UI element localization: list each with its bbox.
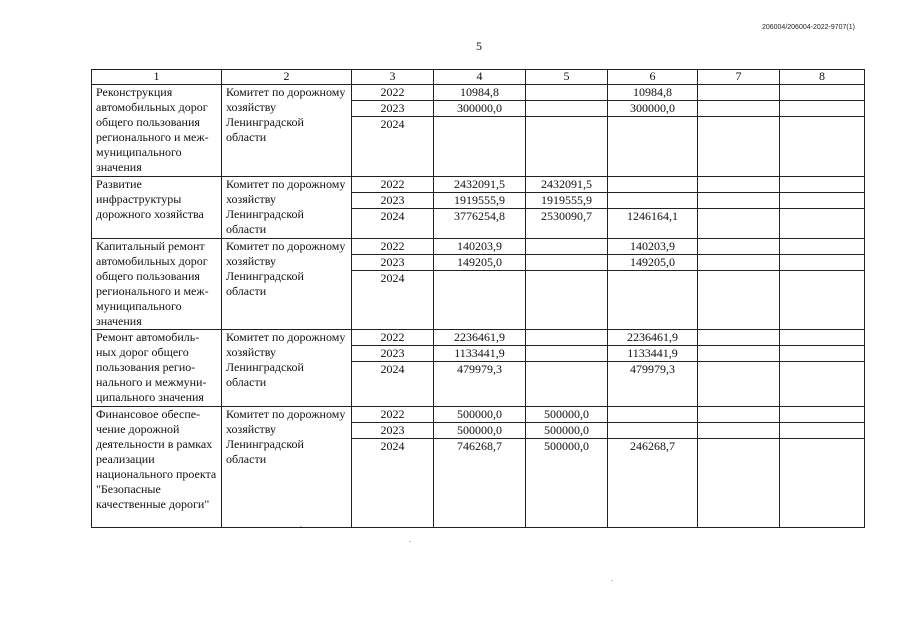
executor-cell: Комитет по дорожному хозяйству Ленинградской области xyxy=(222,177,352,239)
year-cell: 2023 xyxy=(352,193,434,209)
activity-name-cell: Капитальный ремонт автомобильных дорог общего пользования регионального и меж- муниципального значения xyxy=(92,239,222,330)
total-cell: 10984,8 xyxy=(434,85,526,101)
year-cell: 2023 xyxy=(352,423,434,439)
other-cell xyxy=(780,177,865,193)
other-cell xyxy=(780,439,865,528)
column-header: 2 xyxy=(222,70,352,85)
column-header: 8 xyxy=(780,70,865,85)
regional-cell: 1246164,1 xyxy=(608,209,698,239)
page-number: 5 xyxy=(476,39,482,53)
other-cell xyxy=(780,85,865,101)
table-row xyxy=(92,177,865,193)
other-cell xyxy=(780,255,865,271)
year-cell: 2022 xyxy=(352,177,434,193)
total-cell: 2432091,5 xyxy=(434,177,526,193)
document-id: 206004/206004-2022-9707(1) xyxy=(761,24,855,31)
year-cell: 2022 xyxy=(352,330,434,346)
other-cell xyxy=(780,193,865,209)
activity-name-cell: Ремонт автомобиль- ных дорог общего пользования регио- нального и межмуни- ципального значения xyxy=(92,330,222,407)
federal-cell xyxy=(526,330,608,346)
executor-cell: Комитет по дорожному хозяйству Ленинградской области xyxy=(222,407,352,528)
federal-cell: 1919555,9 xyxy=(526,193,608,209)
other-cell xyxy=(780,209,865,239)
regional-cell: 149205,0 xyxy=(608,255,698,271)
activity-name-cell: Реконструкция автомобильных дорог общего пользования регионального и меж- муниципального значения xyxy=(92,85,222,177)
local-cell xyxy=(698,239,780,255)
federal-cell: 500000,0 xyxy=(526,439,608,528)
other-cell xyxy=(780,330,865,346)
year-cell: 2024 xyxy=(352,271,434,330)
federal-cell xyxy=(526,255,608,271)
regional-cell xyxy=(608,177,698,193)
total-cell: 479979,3 xyxy=(434,362,526,407)
executor-cell: Комитет по дорожному хозяйству Ленинградской области xyxy=(222,85,352,177)
table-row xyxy=(92,239,865,255)
other-cell xyxy=(780,423,865,439)
regional-cell: 246268,7 xyxy=(608,439,698,528)
local-cell xyxy=(698,101,780,117)
regional-cell: 140203,9 xyxy=(608,239,698,255)
column-header: 7 xyxy=(698,70,780,85)
local-cell xyxy=(698,85,780,101)
year-cell: 2023 xyxy=(352,255,434,271)
total-cell xyxy=(434,117,526,177)
total-cell: 140203,9 xyxy=(434,239,526,255)
regional-cell: 300000,0 xyxy=(608,101,698,117)
table-header-row xyxy=(92,70,865,85)
local-cell xyxy=(698,423,780,439)
federal-cell: 500000,0 xyxy=(526,423,608,439)
regional-cell xyxy=(608,193,698,209)
regional-cell: 1133441,9 xyxy=(608,346,698,362)
federal-cell xyxy=(526,117,608,177)
local-cell xyxy=(698,255,780,271)
local-cell xyxy=(698,177,780,193)
scan-speck xyxy=(611,580,613,581)
federal-cell xyxy=(526,362,608,407)
regional-cell xyxy=(608,423,698,439)
table-row xyxy=(92,85,865,101)
other-cell xyxy=(780,117,865,177)
regional-cell: 2236461,9 xyxy=(608,330,698,346)
federal-cell xyxy=(526,239,608,255)
local-cell xyxy=(698,330,780,346)
activity-name-cell: Развитие инфраструктуры дорожного хозяйства xyxy=(92,177,222,239)
regional-cell xyxy=(608,117,698,177)
federal-cell xyxy=(526,101,608,117)
regional-cell xyxy=(608,271,698,330)
federal-cell xyxy=(526,346,608,362)
year-cell: 2024 xyxy=(352,439,434,528)
total-cell: 1133441,9 xyxy=(434,346,526,362)
local-cell xyxy=(698,271,780,330)
regional-cell: 479979,3 xyxy=(608,362,698,407)
year-cell: 2022 xyxy=(352,85,434,101)
total-cell xyxy=(434,271,526,330)
total-cell: 500000,0 xyxy=(434,423,526,439)
total-cell: 3776254,8 xyxy=(434,209,526,239)
local-cell xyxy=(698,209,780,239)
federal-cell: 2432091,5 xyxy=(526,177,608,193)
federal-cell: 500000,0 xyxy=(526,407,608,423)
local-cell xyxy=(698,193,780,209)
column-header: 4 xyxy=(434,70,526,85)
scan-speck xyxy=(409,541,411,542)
total-cell: 1919555,9 xyxy=(434,193,526,209)
scan-speck xyxy=(300,526,302,527)
regional-cell: 10984,8 xyxy=(608,85,698,101)
total-cell: 746268,7 xyxy=(434,439,526,528)
total-cell: 300000,0 xyxy=(434,101,526,117)
year-cell: 2024 xyxy=(352,209,434,239)
local-cell xyxy=(698,117,780,177)
executor-cell: Комитет по дорожному хозяйству Ленинградской области xyxy=(222,330,352,407)
column-header: 3 xyxy=(352,70,434,85)
budget-table xyxy=(91,69,865,528)
executor-cell: Комитет по дорожному хозяйству Ленинградской области xyxy=(222,239,352,330)
other-cell xyxy=(780,239,865,255)
year-cell: 2024 xyxy=(352,362,434,407)
federal-cell xyxy=(526,271,608,330)
year-cell: 2023 xyxy=(352,101,434,117)
local-cell xyxy=(698,439,780,528)
federal-cell: 2530090,7 xyxy=(526,209,608,239)
year-cell: 2022 xyxy=(352,407,434,423)
total-cell: 2236461,9 xyxy=(434,330,526,346)
other-cell xyxy=(780,346,865,362)
other-cell xyxy=(780,362,865,407)
total-cell: 500000,0 xyxy=(434,407,526,423)
column-header: 1 xyxy=(92,70,222,85)
other-cell xyxy=(780,101,865,117)
table-row xyxy=(92,330,865,346)
activity-name-cell: Финансовое обеспе- чение дорожной деятельности в рамках реализации национального проекта "Безопасные качественные дороги" xyxy=(92,407,222,528)
local-cell xyxy=(698,346,780,362)
year-cell: 2024 xyxy=(352,117,434,177)
other-cell xyxy=(780,407,865,423)
column-header: 6 xyxy=(608,70,698,85)
local-cell xyxy=(698,407,780,423)
year-cell: 2022 xyxy=(352,239,434,255)
local-cell xyxy=(698,362,780,407)
regional-cell xyxy=(608,407,698,423)
column-header: 5 xyxy=(526,70,608,85)
federal-cell xyxy=(526,85,608,101)
other-cell xyxy=(780,271,865,330)
year-cell: 2023 xyxy=(352,346,434,362)
total-cell: 149205,0 xyxy=(434,255,526,271)
table-row xyxy=(92,407,865,423)
